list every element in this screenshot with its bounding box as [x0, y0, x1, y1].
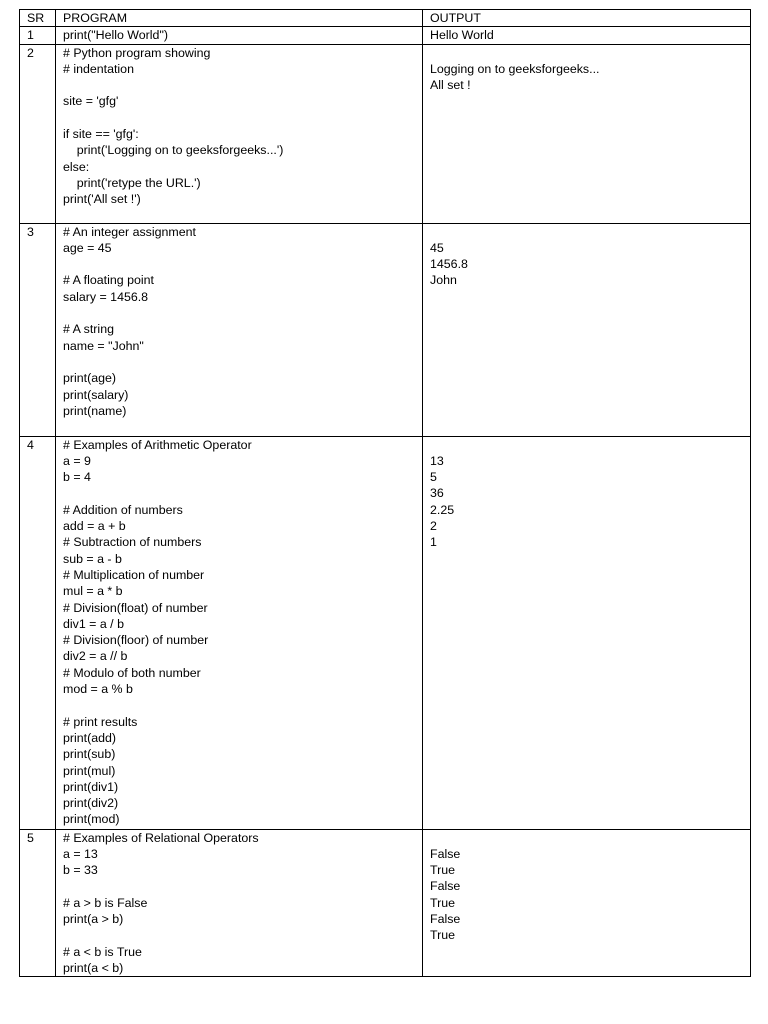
row-sr: 2 [20, 44, 56, 223]
header-program: PROGRAM [56, 10, 423, 27]
row-sr: 3 [20, 223, 56, 436]
table-row [20, 27, 751, 44]
table-header-row [20, 10, 751, 27]
row-output: False True False True False True [423, 829, 751, 977]
header-output: OUTPUT [423, 10, 751, 27]
table-row [20, 223, 751, 436]
row-output: Hello World [423, 27, 751, 44]
program-output-table [19, 9, 751, 977]
row-program: # Examples of Relational Operators a = 13 b = 33 # a > b is False print(a > b) # a < b is True print(a < b) [56, 829, 423, 977]
row-output: 13 5 36 2.25 2 1 [423, 436, 751, 829]
table-row [20, 44, 751, 223]
row-output: 45 1456.8 John [423, 223, 751, 436]
row-program: # An integer assignment age = 45 # A floating point salary = 1456.8 # A string name = "John" print(age) print(salary) print(name) [56, 223, 423, 436]
table-row [20, 829, 751, 977]
row-sr: 1 [20, 27, 56, 44]
row-sr: 5 [20, 829, 56, 977]
header-sr: SR [20, 10, 56, 27]
table-row [20, 436, 751, 829]
row-program: # Examples of Arithmetic Operator a = 9 b = 4 # Addition of numbers add = a + b # Subtraction of numbers sub = a - b # Multiplication of number mul = a * b # Division(float) of number div1 = a / b # Division(floor) of number div2 = a // b # Modulo of both number mod = a % b # print results print(add) print(sub) print(mul) print(div1) print(div2) print(mod) [56, 436, 423, 829]
row-output: Logging on to geeksforgeeks... All set ! [423, 44, 751, 223]
row-program: # Python program showing # indentation site = 'gfg' if site == 'gfg': print('Logging on to geeksforgeeks...') else: print('retype the URL.') print('All set !') [56, 44, 423, 223]
row-sr: 4 [20, 436, 56, 829]
row-program: print("Hello World") [56, 27, 423, 44]
